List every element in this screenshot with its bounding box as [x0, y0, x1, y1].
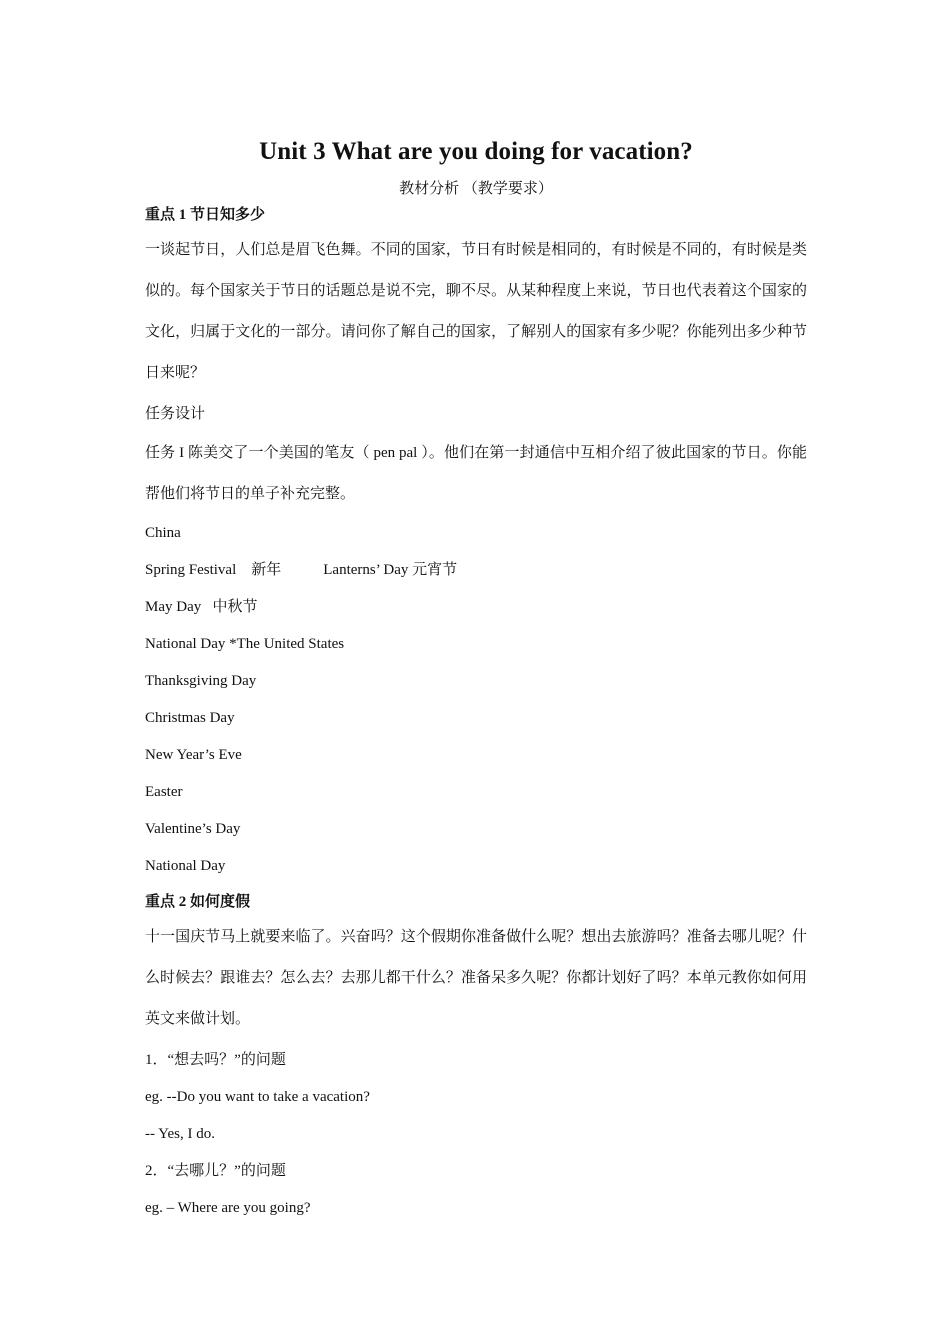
page-subtitle: 教材分析 （教学要求） — [399, 181, 553, 197]
question-item-2: 2．“去哪儿？”的问题 — [145, 1163, 286, 1179]
holiday-row-spring — [145, 552, 807, 589]
holiday-item: Valentine’s Day — [145, 821, 241, 837]
china-label: China — [145, 525, 181, 541]
holiday-item: Thanksgiving Day — [145, 673, 257, 689]
holiday-lanterns-day: Lanterns’ Day 元宵节 — [323, 562, 458, 578]
section2-heading: 重点 2 如何度假 — [145, 894, 251, 910]
holiday-item: Christmas Day — [145, 710, 235, 726]
holiday-spring-festival: Spring Festival 新年 — [145, 562, 282, 578]
example-answer-1: -- Yes, I do. — [145, 1126, 216, 1142]
holiday-item: Easter — [145, 784, 183, 800]
holiday-item: New Year’s Eve — [145, 747, 242, 763]
page-title: Unit 3 What are you doing for vacation? — [259, 138, 693, 165]
question-item-1: 1．“想去吗？”的问题 — [145, 1052, 286, 1068]
section1-intro: 一谈起节日，人们总是眉飞色舞。不同的国家，节日有时候是相同的，有时候是不同的，有时候是类似的。每个国家关于节日的话题总是说不完，聊不尽。从某种程度上来说，节日也代表着这个国家的文化，归属于文化的一部分。请问你了解自己的国家，了解别人的国家有多少呢？你能列出多少种节日来呢？ — [145, 242, 807, 381]
task-text: 任务 I 陈美交了一个美国的笔友（ pen pal ）。他们在第一封通信中互相介绍了彼此国家的节日。你能帮他们将节日的单子补充完整。 — [145, 445, 807, 502]
task-label: 任务设计 — [145, 406, 206, 422]
example-question-1: eg. --Do you want to take a vacation? — [145, 1089, 370, 1105]
section1-heading: 重点 1 节日知多少 — [145, 207, 266, 223]
holiday-row-national-us: National Day *The United States — [145, 636, 345, 652]
example-question-2: eg. – Where are you going? — [145, 1200, 311, 1216]
section2-intro: 十一国庆节马上就要来临了。兴奋吗？这个假期你准备做什么呢？想出去旅游吗？准备去哪儿呢？什么时候去？跟谁去？怎么去？去那儿都干什么？准备呆多久呢？你都计划好了吗？本单元教你如何用英文来做计划。 — [145, 929, 807, 1027]
holiday-item: National Day — [145, 858, 226, 874]
document-body — [145, 130, 807, 1227]
holiday-row-mayday: May Day 中秋节 — [145, 599, 258, 615]
